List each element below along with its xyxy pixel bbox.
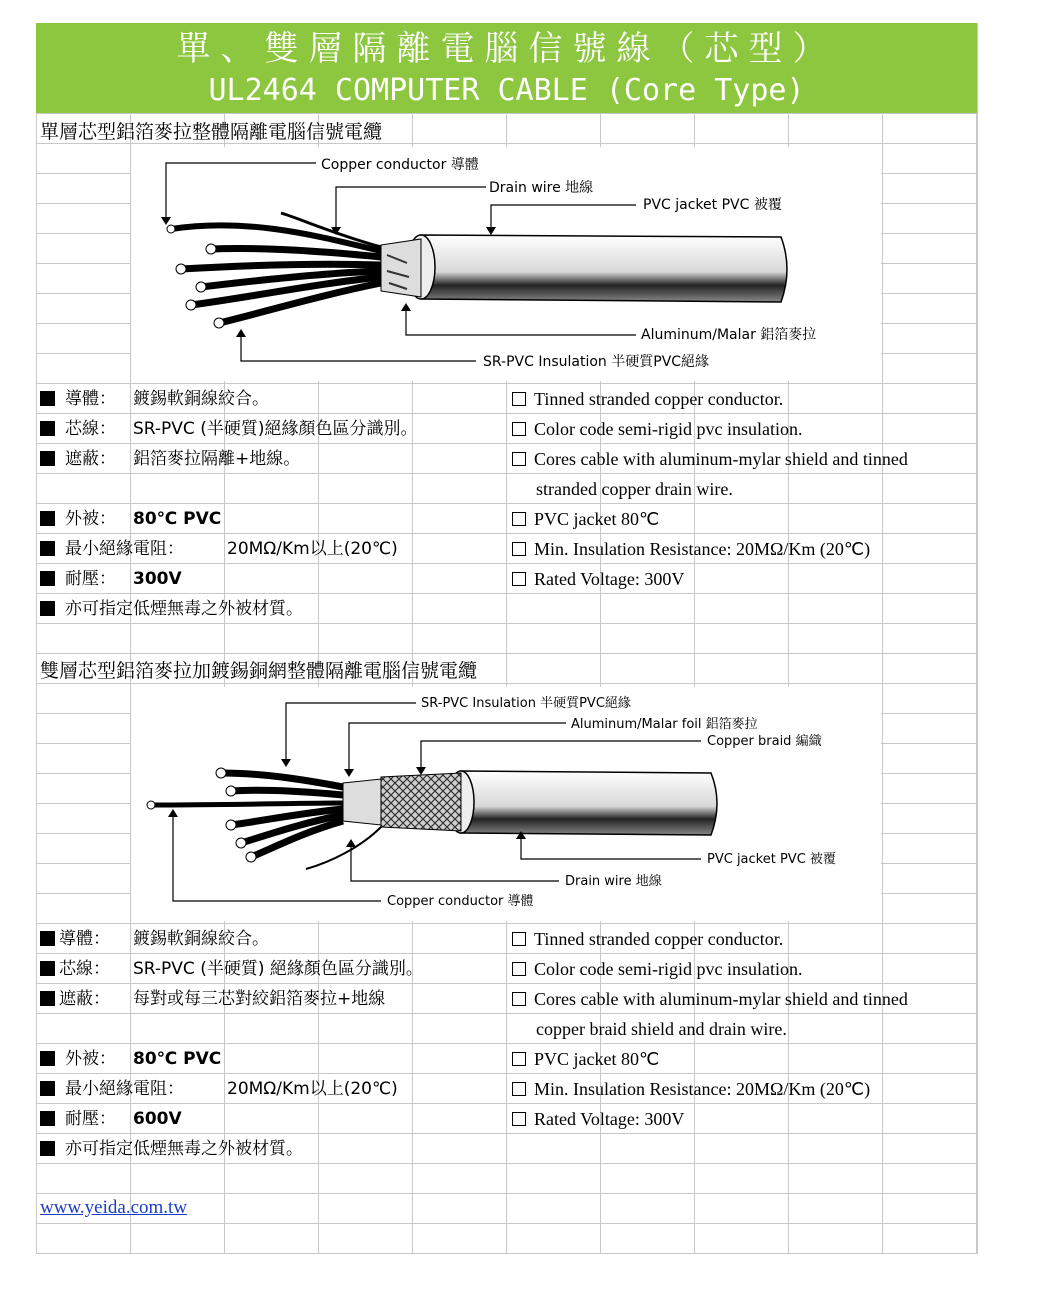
label-pvc-jacket: PVC jacket PVC 被覆 xyxy=(643,197,782,213)
bullet-square-icon xyxy=(40,421,55,436)
spec2-note: 亦可指定低煙無毒之外被材質。 xyxy=(40,1134,303,1164)
spec2-jacket-value: 80℃ PVC xyxy=(133,1049,222,1069)
title-english: UL2464 COMPUTER CABLE (Core Type) xyxy=(208,73,805,108)
spec2-en-core: Color code semi-rigid pvc insulation. xyxy=(512,954,802,984)
bullet-square-icon xyxy=(40,961,55,976)
spec2-voltage-value: 600V xyxy=(133,1109,182,1129)
spec2-resistance: 最小絕緣電阻： xyxy=(40,1074,184,1104)
spec1-en-conductor: Tinned stranded copper conductor. xyxy=(512,384,783,414)
label2-aluminum-foil: Aluminum/Malar foil 鋁箔麥拉 xyxy=(571,717,758,732)
bullet-square-icon xyxy=(40,511,55,526)
double-shield-cable-diagram xyxy=(131,687,881,921)
label2-sr-pvc: SR-PVC Insulation 半硬質PVC絕緣 xyxy=(421,696,631,711)
label2-pvc-jacket: PVC jacket PVC 被覆 xyxy=(707,852,836,867)
label2-drain-wire: Drain wire 地線 xyxy=(565,874,662,889)
spec1-resistance: 最小絕緣電阻： xyxy=(40,534,184,564)
label-aluminum-malar: Aluminum/Malar 鋁箔麥拉 xyxy=(641,327,817,343)
spec2-core-value: SR-PVC (半硬質) 絕緣顏色區分識別。 xyxy=(133,959,423,979)
section1-title: 單層芯型鋁箔麥拉整體隔離電腦信號電纜 xyxy=(40,121,383,143)
spec1-shield: 遮蔽： xyxy=(40,444,116,474)
spec1-shield-value: 鋁箔麥拉隔離+地線。 xyxy=(133,449,301,469)
spec1-resistance-value: 20MΩ/Km以上(20℃) xyxy=(227,539,398,559)
spec1-voltage-value: 300V xyxy=(133,569,182,589)
bullet-square-icon xyxy=(40,931,55,946)
bullet-square-icon xyxy=(40,1111,55,1126)
bullet-square-icon xyxy=(40,541,55,556)
spec2-resistance-value: 20MΩ/Km以上(20℃) xyxy=(227,1079,398,1099)
spec2-shield-value: 每對或每三芯對絞鋁箔麥拉+地線 xyxy=(133,989,386,1009)
label2-copper-braid: Copper braid 編織 xyxy=(707,734,822,749)
checkbox-square-icon xyxy=(512,452,526,466)
spec1-jacket: 外被： xyxy=(40,504,116,534)
bullet-square-icon xyxy=(40,991,55,1006)
spec1-en-shield-cont: stranded copper drain wire. xyxy=(536,479,733,499)
spec1-en-voltage: Rated Voltage: 300V xyxy=(512,564,684,594)
website-link[interactable]: www.yeida.com.tw xyxy=(40,1197,188,1218)
title-banner xyxy=(36,23,977,113)
spec1-en-resistance: Min. Insulation Resistance: 20MΩ/Km (20℃) xyxy=(512,534,870,564)
bullet-square-icon xyxy=(40,601,55,616)
label-sr-pvc: SR-PVC Insulation 半硬質PVC絕緣 xyxy=(483,354,710,370)
label-drain-wire: Drain wire 地線 xyxy=(489,180,594,196)
checkbox-square-icon xyxy=(512,1052,526,1066)
label-copper-conductor: Copper conductor 導體 xyxy=(321,157,479,173)
spec2-jacket: 外被： xyxy=(40,1044,116,1074)
spec1-en-shield: Cores cable with aluminum-mylar shield and tinned xyxy=(512,444,908,474)
bullet-square-icon xyxy=(40,451,55,466)
spec2-en-shield: Cores cable with aluminum-mylar shield and tinned xyxy=(512,984,908,1014)
spec1-en-core: Color code semi-rigid pvc insulation. xyxy=(512,414,802,444)
spec2-en-resistance: Min. Insulation Resistance: 20MΩ/Km (20℃) xyxy=(512,1074,870,1104)
bullet-square-icon xyxy=(40,571,55,586)
checkbox-square-icon xyxy=(512,1112,526,1126)
spec2-conductor-value: 鍍錫軟銅線絞合。 xyxy=(133,929,269,949)
checkbox-square-icon xyxy=(512,932,526,946)
spec2-voltage: 耐壓： xyxy=(40,1104,116,1134)
spec1-note: 亦可指定低煙無毒之外被材質。 xyxy=(40,594,303,624)
spec2-core: 芯線： xyxy=(40,954,110,984)
spec1-core: 芯線： xyxy=(40,414,116,444)
spec1-voltage: 耐壓： xyxy=(40,564,116,594)
spec2-en-jacket: PVC jacket 80℃ xyxy=(512,1044,659,1074)
spec1-en-jacket: PVC jacket 80℃ xyxy=(512,504,659,534)
checkbox-square-icon xyxy=(512,542,526,556)
checkbox-square-icon xyxy=(512,1082,526,1096)
spec1-conductor: 導體： xyxy=(40,384,116,414)
bullet-square-icon xyxy=(40,391,55,406)
bullet-square-icon xyxy=(40,1141,55,1156)
spec2-en-conductor: Tinned stranded copper conductor. xyxy=(512,924,783,954)
checkbox-square-icon xyxy=(512,512,526,526)
spec1-jacket-value: 80℃ PVC xyxy=(133,509,222,529)
spec2-shield: 遮蔽： xyxy=(40,984,110,1014)
spec1-conductor-value: 鍍錫軟銅線絞合。 xyxy=(133,389,269,409)
single-shield-cable-diagram xyxy=(131,147,881,381)
checkbox-square-icon xyxy=(512,992,526,1006)
spec1-core-value: SR-PVC (半硬質)絕緣顏色區分識別。 xyxy=(133,419,418,439)
checkbox-square-icon xyxy=(512,422,526,436)
bullet-square-icon xyxy=(40,1051,55,1066)
checkbox-square-icon xyxy=(512,572,526,586)
section2-title: 雙層芯型鋁箔麥拉加鍍錫銅網整體隔離電腦信號電纜 xyxy=(40,660,478,682)
title-chinese: 單、雙層隔離電腦信號線（芯型） xyxy=(176,29,837,69)
spec2-en-shield-cont: copper braid shield and drain wire. xyxy=(536,1019,787,1039)
checkbox-square-icon xyxy=(512,392,526,406)
spec2-en-voltage: Rated Voltage: 300V xyxy=(512,1104,684,1134)
label2-copper-conductor: Copper conductor 導體 xyxy=(387,894,534,909)
bullet-square-icon xyxy=(40,1081,55,1096)
checkbox-square-icon xyxy=(512,962,526,976)
spec2-conductor: 導體： xyxy=(40,924,110,954)
